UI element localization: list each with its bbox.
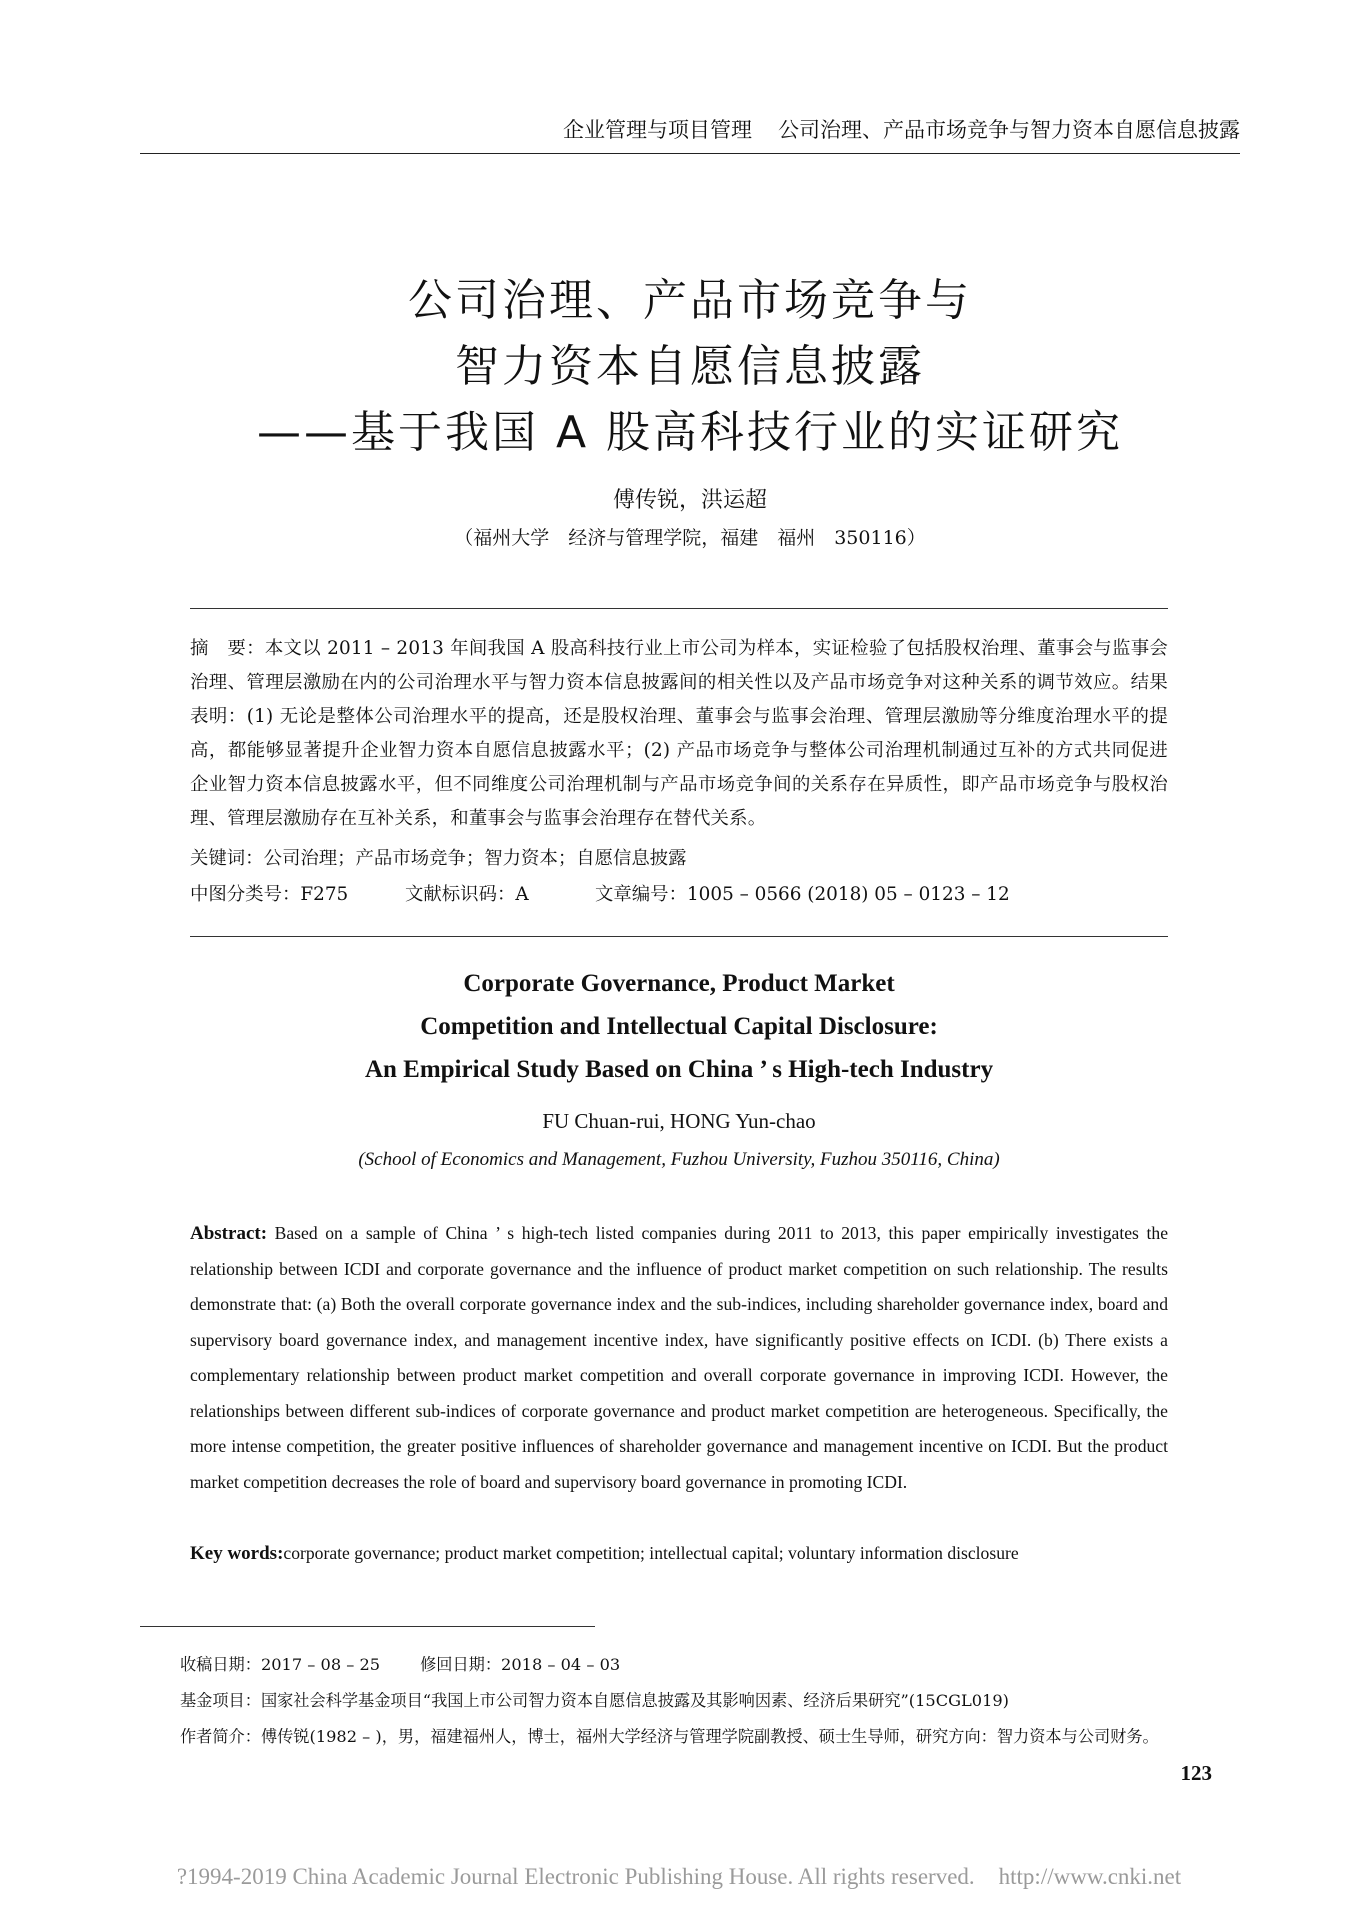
abstract-en-text: Based on a sample of China ’ s high-tech listed companies during 2011 to 2013, this paper empirically investigates the relationship between ICDI and corporate governance and the influence of product market competition on such relationship. The results demonstrate that: (a) Both the overall corporate governance index and the sub-indices, including shareholder governance index, board and supervisory board governance index, and management incentive index, have significantly positive effects on ICDI. (b) There exists a complementary relationship between product market competition and overall corporate governance in improving ICDI. However, the relationships between different sub-indices of corporate governance and product market competition are heterogeneous. Specifically, the more intense competition, the greater positive influences of shareholder governance and management incentive on ICDI. But the product market competition decreases the role of board and supervisory board governance in promoting ICDI. — [190, 1223, 1168, 1492]
abstract-cn-text: 本文以 2011 – 2013 年间我国 A 股高科技行业上市公司为样本，实证检验了包括股权治理、董事会与监事会治理、管理层激励在内的公司治理水平与智力资本信息披露间的相关性以及产品市场竞争对这种关系的调节效应。结果表明：(1) 无论是整体公司治理水平的提高，还是股权治理、董事会与监事会治理、管理层激励等分维度治理水平的提高，都能够显著提升企业智力资本自愿信息披露水平；(2) 产品市场竞争与整体公司治理机制通过互补的方式共同促进企业智力资本信息披露水平，但不同维度公司治理机制与产品市场竞争间的关系存在异质性，即产品市场竞争与股权治理、管理层激励存在互补关系，和董事会与监事会治理存在替代关系。 — [190, 638, 1168, 829]
revised-label: 修回日期： — [420, 1655, 502, 1674]
abstract-en — [190, 1216, 1168, 1500]
footnote-dates — [180, 1650, 1240, 1680]
keywords-cn — [190, 842, 1168, 876]
article-number-label: 文章编号： — [595, 884, 687, 905]
abstract-en-label: Abstract: — [190, 1223, 268, 1244]
authors-cn: 傅传锐，洪运超 — [612, 488, 767, 513]
watermark-url: http://www.cnki.net — [998, 1864, 1182, 1889]
title-cn-line-2: 智力资本自愿信息披露 — [455, 341, 925, 392]
authors-en: FU Chuan-rui, HONG Yun-chao — [542, 1109, 816, 1133]
watermark — [0, 1862, 1358, 1892]
title-en — [190, 962, 1168, 1091]
running-header — [140, 112, 1240, 148]
title-en-line-1: Corporate Governance, Product Market — [463, 970, 895, 997]
title-cn-line-3: ——基于我国 A 股高科技行业的实证研究 — [256, 407, 1124, 458]
fund-label: 基金项目： — [180, 1691, 261, 1710]
footnote-rule — [140, 1626, 595, 1627]
revised-value: 2018 – 04 – 03 — [501, 1655, 621, 1674]
bio-label: 作者简介： — [180, 1727, 261, 1746]
footnote-fund — [180, 1686, 1240, 1716]
abstract-cn — [190, 632, 1168, 836]
received-label: 收稿日期： — [180, 1655, 261, 1674]
header-rule — [140, 153, 1240, 154]
bio-value: 傅传锐(1982 – )，男，福建福州人，博士，福州大学经济与管理学院副教授、硕士生导师，研究方向：智力资本与公司财务。 — [260, 1727, 1159, 1746]
keywords-cn-label: 关键词： — [190, 848, 264, 869]
running-header-section: 企业管理与项目管理 — [563, 118, 752, 142]
page-number: 123 — [1180, 1761, 1212, 1785]
abstract-top-rule — [190, 608, 1168, 609]
doc-code-value: A — [515, 884, 529, 905]
keywords-cn-text: 公司治理；产品市场竞争；智力资本；自愿信息披露 — [263, 848, 687, 869]
keywords-en-label: Key words: — [190, 1543, 284, 1564]
article-number-value: 1005 – 0566 (2018) 05 – 0123 – 12 — [686, 884, 1010, 905]
title-en-line-2: Competition and Intellectual Capital Disclosure: — [420, 1013, 938, 1040]
title-cn — [140, 268, 1240, 466]
abstract-cn-label: 摘 要： — [190, 638, 265, 659]
watermark-copyright: ?1994-2019 China Academic Journal Electronic Publishing House. All rights reserved. — [176, 1864, 975, 1889]
classification-row — [190, 878, 1168, 912]
keywords-en-text: corporate governance; product market competition; intellectual capital; voluntary information disclosure — [283, 1543, 1019, 1563]
fund-value: 国家社会科学基金项目“我国上市公司智力资本自愿信息披露及其影响因素、经济后果研究”(15CGL019) — [260, 1691, 1009, 1710]
affiliation-cn: （福州大学 经济与管理学院，福建 福州 350116） — [454, 527, 926, 549]
clc-label: 中图分类号： — [190, 884, 301, 905]
doc-code-label: 文献标识码： — [405, 884, 516, 905]
clc-value: F275 — [300, 884, 349, 905]
abstract-bottom-rule — [190, 936, 1168, 937]
affiliation-en: (School of Economics and Management, Fuzhou University, Fuzhou 350116, China) — [358, 1149, 1000, 1170]
title-cn-line-1: 公司治理、产品市场竞争与 — [408, 275, 972, 326]
title-en-line-3: An Empirical Study Based on China ’ s High-tech Industry — [364, 1056, 994, 1083]
keywords-en — [190, 1536, 1238, 1571]
running-header-title: 公司治理、产品市场竞争与智力资本自愿信息披露 — [778, 118, 1240, 142]
footnote-author-bio — [180, 1722, 1240, 1752]
received-value: 2017 – 08 – 25 — [260, 1655, 381, 1674]
